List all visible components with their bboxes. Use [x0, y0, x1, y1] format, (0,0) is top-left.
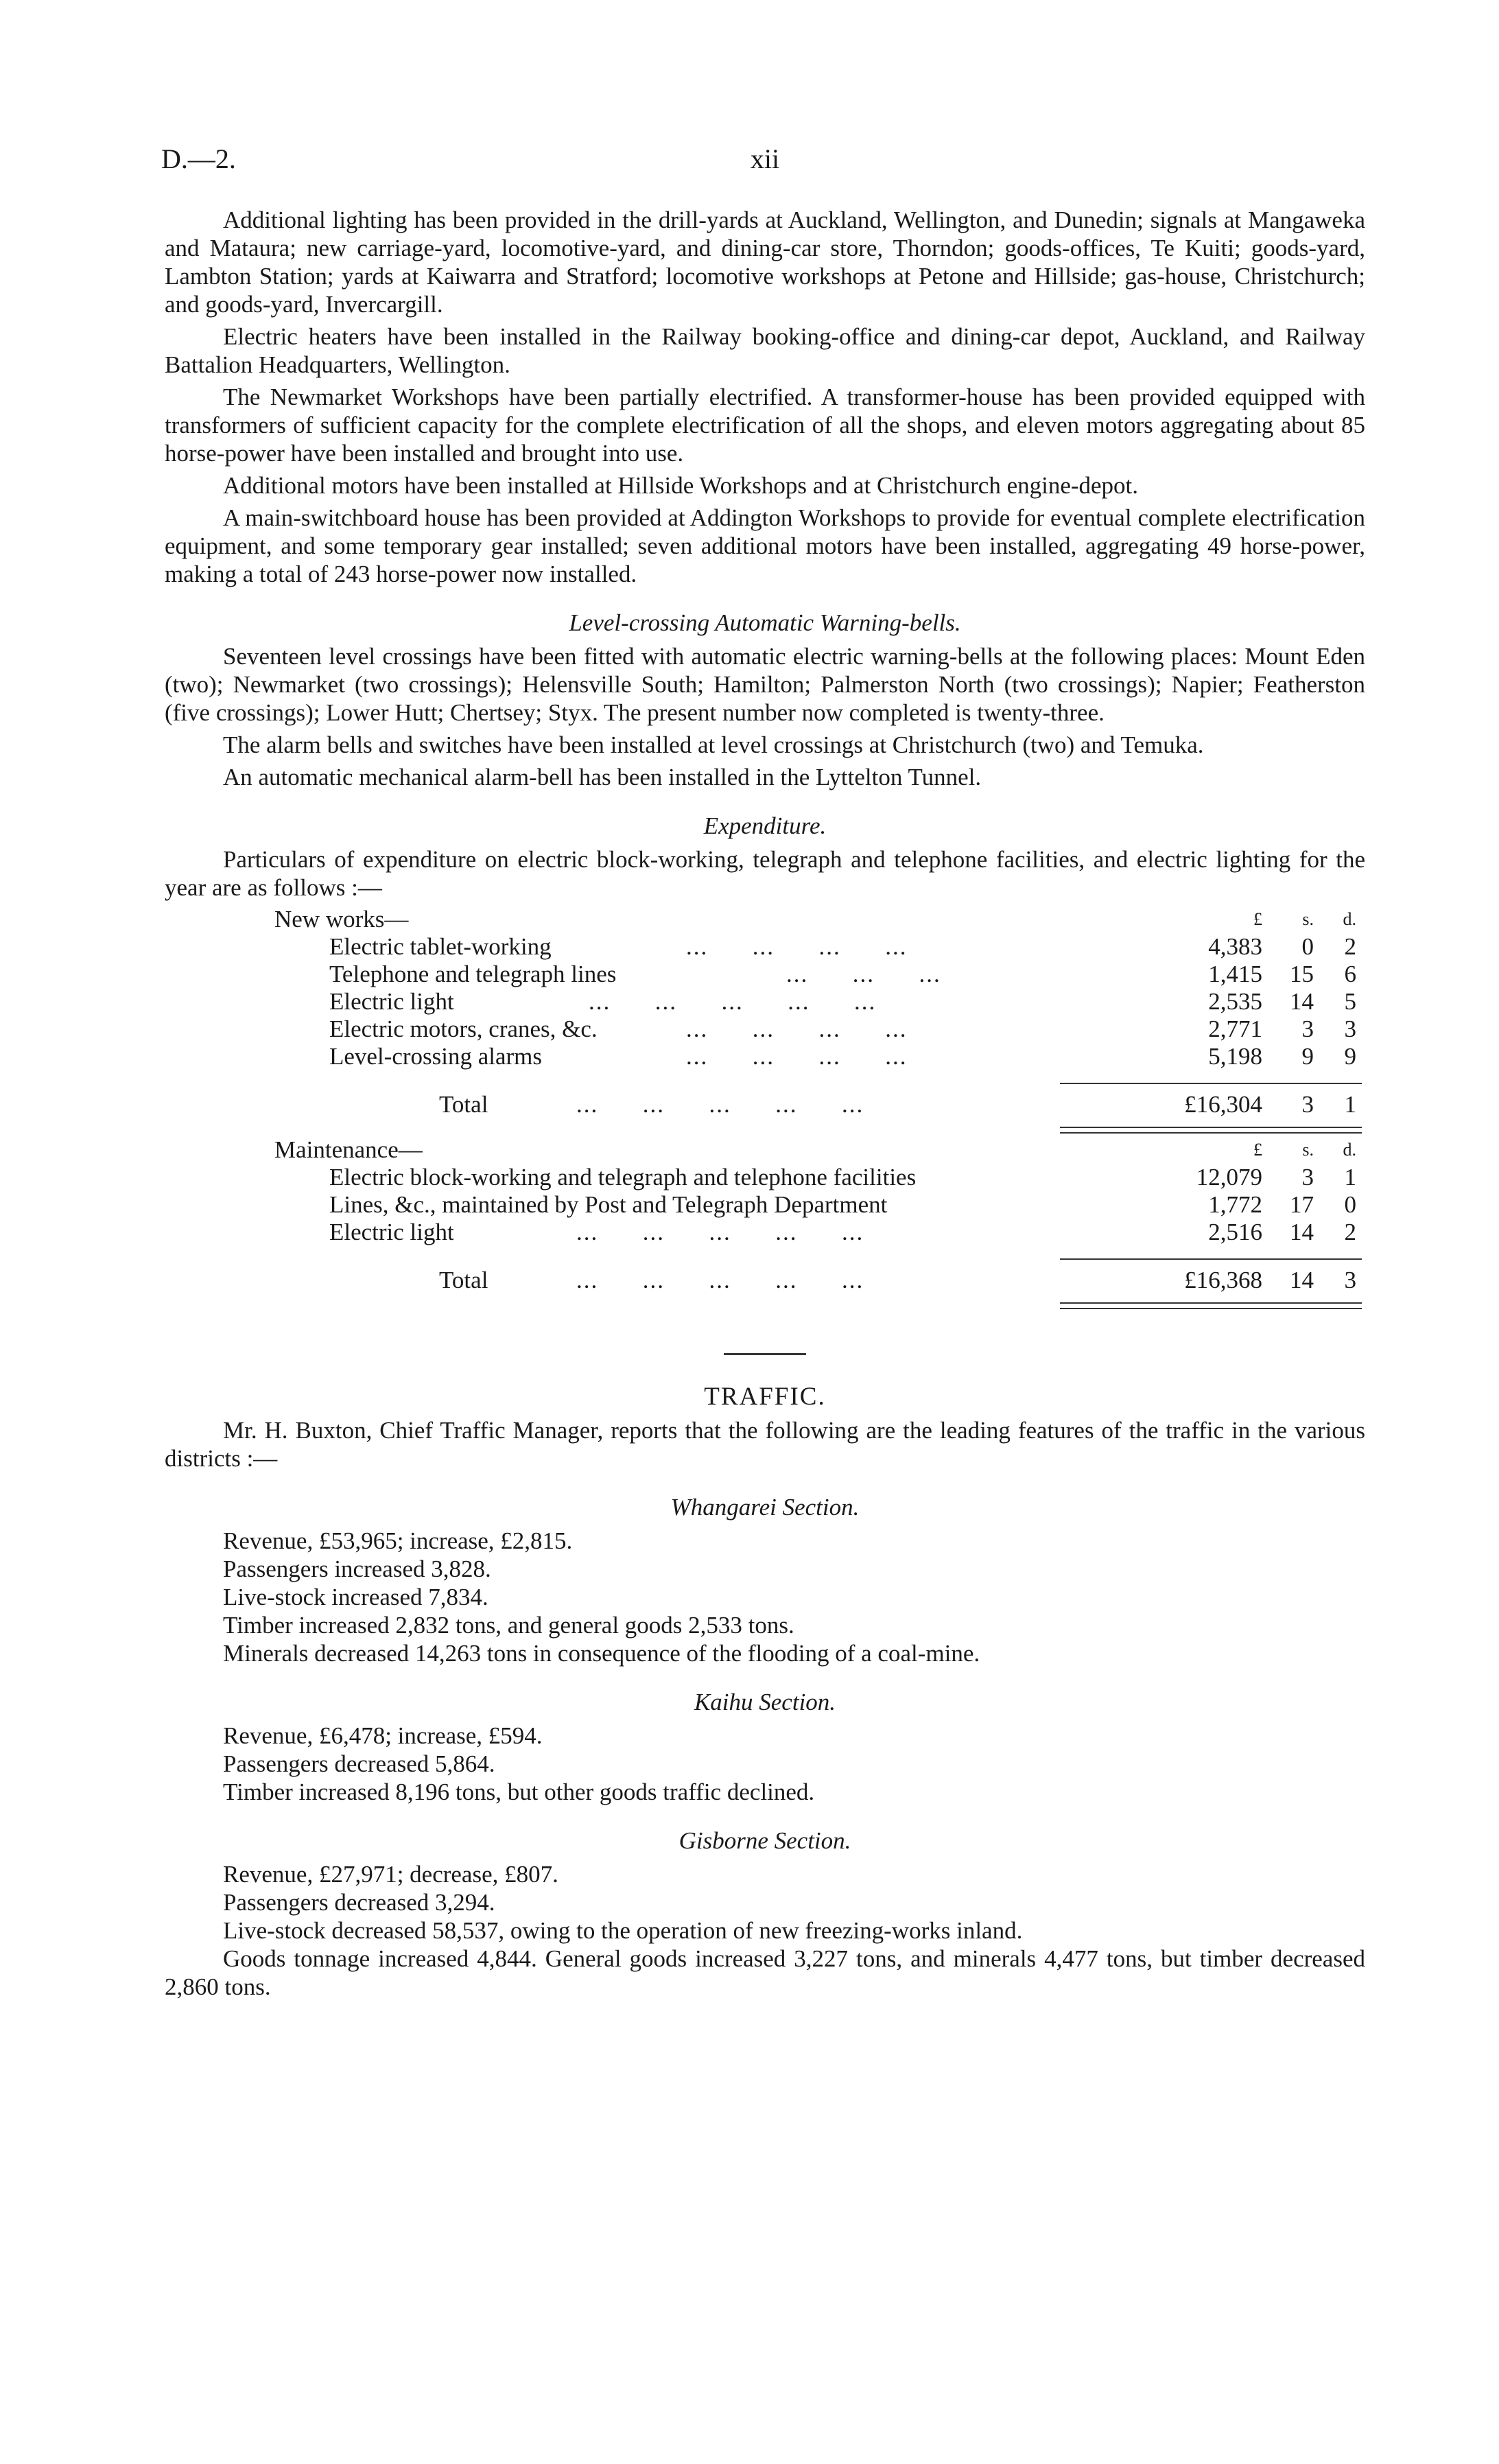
- table-row: [165, 988, 1365, 1016]
- row-item: Electric motors, cranes, &c.: [329, 1016, 598, 1042]
- row-item: Level-crossing alarms: [329, 1043, 543, 1070]
- leader-dots: ... ... ... ...: [686, 933, 908, 960]
- traffic-heading: TRAFFIC.: [704, 1383, 826, 1411]
- leader-dots: ... ... ... ... ...: [576, 1219, 864, 1245]
- paragraph-lighting-3: The Newmarket Workshops have been partially electrified. A transformer-house has been provided equipped with transformers of sufficient capacity for the complete electrification of all the shops, and eleven motors aggregating about 85 horse-power have been installed and brought into use.: [165, 384, 1365, 467]
- shillings-head: s.: [1302, 909, 1314, 929]
- row-item: Electric tablet-working: [329, 933, 552, 960]
- row-item: Electric block-working and telegraph and telephone facilities: [329, 1164, 917, 1190]
- page-body: [165, 206, 1365, 2005]
- leader-dots: ... ... ... ...: [686, 1043, 908, 1070]
- row-pence: 2: [1344, 1219, 1356, 1245]
- kaihu-line: Timber increased 8,196 tons, but other goods traffic declined.: [223, 1779, 815, 1805]
- paragraph-lighting-2: Electric heaters have been installed in the Railway booking-office and dining-car depot, Auckland, and Railway Battalion Headquarters, Wellington.: [165, 323, 1365, 378]
- row-pounds: 1,415: [1208, 961, 1262, 987]
- pounds-head: £: [1253, 1140, 1262, 1160]
- row-item: Telephone and telegraph lines: [329, 961, 617, 987]
- row-pence: 3: [1344, 1016, 1356, 1042]
- subtotal-rule: [1060, 1258, 1362, 1260]
- row-pounds: 5,198: [1208, 1043, 1262, 1070]
- leader-dots: ... ... ... ... ...: [576, 1091, 864, 1118]
- level-crossing-heading: Level-crossing Automatic Warning-bells.: [569, 609, 961, 636]
- row-pence: 6: [1344, 961, 1356, 987]
- row-pence: 2: [1344, 933, 1356, 960]
- row-shillings: 14: [1290, 1219, 1314, 1245]
- row-shillings: 0: [1301, 933, 1314, 960]
- document-reference: D.—2.: [161, 143, 236, 174]
- row-item: Lines, &c., maintained by Post and Telegraph Department: [329, 1191, 888, 1218]
- row-shillings: 15: [1290, 961, 1314, 987]
- kaihu-heading: Kaihu Section.: [694, 1689, 836, 1715]
- maintenance-label: Maintenance—: [274, 1136, 423, 1163]
- table-row: [165, 933, 1365, 961]
- row-pence: 1: [1344, 1164, 1356, 1190]
- row-pounds: 4,383: [1208, 933, 1262, 960]
- table-row: [165, 1016, 1365, 1043]
- row-pounds: 12,079: [1196, 1164, 1262, 1190]
- total-label: Total: [439, 1267, 488, 1293]
- shillings-head: s.: [1302, 1140, 1314, 1160]
- new-works-label: New works—: [274, 906, 409, 932]
- kaihu-line: Revenue, £6,478; increase, £594.: [223, 1722, 543, 1749]
- total-double-rule: [1060, 1127, 1362, 1134]
- whangarei-line: Minerals decreased 14,263 tons in consequence of the flooding of a coal-mine.: [223, 1640, 980, 1667]
- row-pence: 9: [1344, 1043, 1356, 1070]
- total-pence: 3: [1344, 1267, 1356, 1293]
- total-label: Total: [439, 1091, 488, 1118]
- row-pounds: 2,516: [1208, 1219, 1262, 1245]
- row-item: Electric light: [329, 1219, 454, 1245]
- total-pounds: £16,304: [1184, 1091, 1262, 1118]
- new-works-header-row: [165, 906, 1365, 933]
- paragraph-lighting-5: A main-switchboard house has been provided at Addington Workshops to provide for eventual complete electrification equipment, and some temporary gear installed; seven additional motors have been installed, aggregating 49 horse-power, making a total of 243 horse-power now installed.: [165, 504, 1365, 587]
- gisborne-heading: Gisborne Section.: [678, 1827, 851, 1854]
- gisborne-line: Passengers decreased 3,294.: [223, 1889, 495, 1916]
- leader-dots: ... ... ...: [786, 961, 941, 987]
- paragraph-level-crossing-3: An automatic mechanical alarm-bell has been installed in the Lyttelton Tunnel.: [223, 764, 982, 790]
- total-double-rule: [1060, 1302, 1362, 1309]
- total-pence: 1: [1344, 1091, 1356, 1118]
- table-row: [165, 1043, 1365, 1070]
- whangarei-line: Revenue, £53,965; increase, £2,815.: [223, 1527, 573, 1554]
- row-pounds: 2,535: [1208, 988, 1262, 1015]
- row-pounds: 2,771: [1208, 1016, 1262, 1042]
- table-row: [165, 1191, 1365, 1219]
- total-shillings: 3: [1301, 1091, 1314, 1118]
- pence-head: d.: [1343, 1140, 1356, 1160]
- expenditure-intro: Particulars of expenditure on electric block-working, telegraph and telephone facilities, and electric lighting for the year are as follows :—: [165, 846, 1365, 901]
- gisborne-closing-paragraph: Goods tonnage increased 4,844. General goods increased 3,227 tons, and minerals 4,477 tons, but timber decreased 2,860 tons.: [165, 1945, 1365, 2000]
- whangarei-line: Timber increased 2,832 tons, and general goods 2,533 tons.: [223, 1612, 794, 1639]
- subtotal-rule: [1060, 1083, 1362, 1084]
- paragraph-lighting-4: Additional motors have been installed at Hillside Workshops and at Christchurch engine-depot.: [223, 472, 1139, 499]
- whangarei-line: Passengers increased 3,828.: [223, 1556, 491, 1582]
- whangarei-line: Live-stock increased 7,834.: [223, 1584, 488, 1610]
- kaihu-line: Passengers decreased 5,864.: [223, 1750, 495, 1777]
- gisborne-line: Revenue, £27,971; decrease, £807.: [223, 1861, 558, 1888]
- pounds-head: £: [1253, 909, 1262, 929]
- pence-head: d.: [1343, 909, 1356, 929]
- row-shillings: 17: [1290, 1191, 1314, 1218]
- row-shillings: 3: [1301, 1016, 1314, 1042]
- paragraph-level-crossing-2: The alarm bells and switches have been installed at level crossings at Christchurch (two) and Temuka.: [223, 731, 1204, 758]
- total-shillings: 14: [1290, 1267, 1314, 1293]
- expenditure-heading: Expenditure.: [703, 812, 827, 839]
- table-row: [165, 1219, 1365, 1246]
- maintenance-header-row: [165, 1136, 1365, 1164]
- row-shillings: 9: [1301, 1043, 1314, 1070]
- traffic-intro: Mr. H. Buxton, Chief Traffic Manager, reports that the following are the leading features of the traffic in the various districts :—: [165, 1417, 1365, 1472]
- row-shillings: 14: [1290, 988, 1314, 1015]
- row-pence: 0: [1344, 1191, 1356, 1218]
- row-pence: 5: [1344, 988, 1356, 1015]
- row-pounds: 1,772: [1208, 1191, 1262, 1218]
- section-separator: [724, 1353, 806, 1355]
- page-header: [161, 143, 1369, 184]
- paragraph-lighting-1: Additional lighting has been provided in the drill-yards at Auckland, Wellington, and Dunedin; signals at Mangaweka and Mataura; new carriage-yard, locomotive-yard, and dining-car store, Thorndon; goods-offices, Te Kuiti; goods-yard, Lambton Station; yards at Kaiwarra and Stratford; locomotive workshops at Petone and Hillside; gas-house, Christchurch; and goods-yard, Invercargill.: [165, 207, 1365, 318]
- table-row: [165, 961, 1365, 988]
- gisborne-line: Live-stock decreased 58,537, owing to the operation of new freezing-works inland.: [223, 1917, 1023, 1944]
- leader-dots: ... ... ... ...: [686, 1016, 908, 1042]
- maintenance-total-row: [165, 1267, 1365, 1294]
- row-shillings: 3: [1301, 1164, 1314, 1190]
- new-works-total-row: [165, 1091, 1365, 1118]
- whangarei-heading: Whangarei Section.: [670, 1494, 860, 1521]
- paragraph-level-crossing-1: Seventeen level crossings have been fitted with automatic electric warning-bells at the following places: Mount Eden (two); Newmarket (two crossings); Helensville South; Hamilton; Palmerston North (two crossings); Napier; Featherston (five crossings); Lower Hutt; Chertsey; Styx. The present number now completed is twenty-three.: [165, 643, 1365, 726]
- row-item: Electric light: [329, 988, 454, 1015]
- total-pounds: £16,368: [1184, 1267, 1262, 1293]
- table-row: [165, 1164, 1365, 1191]
- leader-dots: ... ... ... ... ...: [589, 988, 877, 1015]
- leader-dots: ... ... ... ... ...: [576, 1267, 864, 1293]
- expenditure-table: [165, 906, 1365, 1312]
- page-number: xii: [750, 143, 780, 174]
